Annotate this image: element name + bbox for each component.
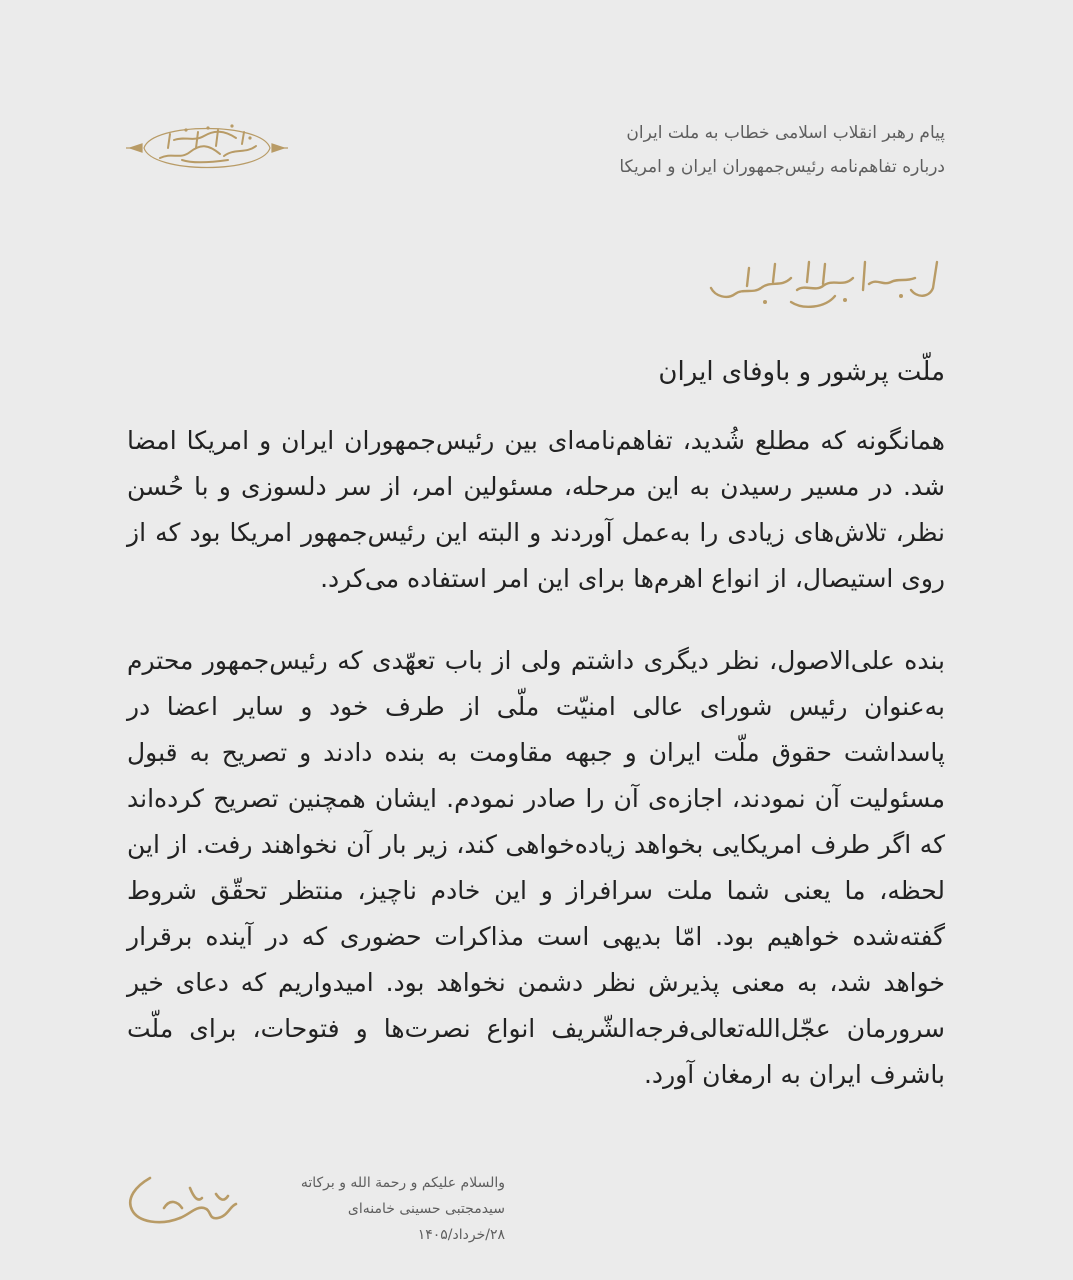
salutation-heading: ملّت پرشور و باوفای ایران bbox=[658, 357, 945, 387]
body-paragraph-1: همانگونه که مطلع شُدید، تفاهم‌نامه‌ای بین رئیس‌جمهوران ایران و امریکا امضا شد. در مسیر رسیدن به این مرحله، مسئولین امر، از سر دلسوزی و با حُسن نظر، تلاش‌های زیادی را به‌عمل آوردند و البته این رئیس‌جمهور امریکا بود که از روی استیصال، از انواع اهرم‌ها برای این امر استفاده می‌کرد. bbox=[127, 426, 945, 593]
emblem-seal-icon bbox=[124, 108, 290, 188]
closing-greeting: والسلام علیکم و رحمة الله و برکاته bbox=[300, 1175, 505, 1191]
basmala-calligraphy bbox=[705, 248, 945, 320]
author-name: سیدمجتبی حسینی خامنه‌ای bbox=[347, 1201, 505, 1217]
signature-icon bbox=[120, 1168, 240, 1240]
header-title: پیام رهبر انقلاب اسلامی خطاب به ملت ایران bbox=[626, 123, 945, 143]
body-paragraph-2: بنده علی‌الاصول، نظر دیگری داشتم ولی از باب تعهّدی که رئیس‌جمهور محترم به‌عنوان رئیس شورای عالی امنیّت ملّی از طرف خود و سایر اعضا در پاسداشت حقوق ملّت ایران و جبهه مقاومت به بنده دادند و تصریح به قبول مسئولیت آن نمودند، اجازه‌ی آن را صادر نمودم. ایشان همچنین تصریح کرده‌اند که اگر طرف امریکایی بخواهد زیاده‌خواهی کند، زیر بار آن نخواهند رفت. از این لحظه، ما یعنی شما ملت سرافراز و این خادم ناچیز، منتظر تحقّق شروط گفته‌شده خواهیم بود. امّا بدیهی است مذاکرات حضوری که در آینده برقرار خواهد شد، به معنی پذیرش نظر دشمن نخواهد بود. امیدواریم که دعای خیر سرورمان عجّل‌الله‌تعالی‌فرجه‌الشّریف انواع نصرت‌ها و فتوحات، برای ملّت باشرف ایران به ارمغان آورد. bbox=[127, 646, 945, 1089]
handwritten-signature bbox=[120, 1168, 240, 1240]
basmala-icon bbox=[705, 248, 945, 320]
message-date: ۲۸/خرداد/۱۴۰۵ bbox=[417, 1227, 505, 1243]
closing-block bbox=[245, 1170, 505, 1248]
message-header bbox=[525, 116, 945, 184]
header-subtitle: درباره تفاهم‌نامه رئیس‌جمهوران ایران و امریکا bbox=[619, 157, 945, 177]
calligraphy-emblem bbox=[124, 108, 290, 188]
